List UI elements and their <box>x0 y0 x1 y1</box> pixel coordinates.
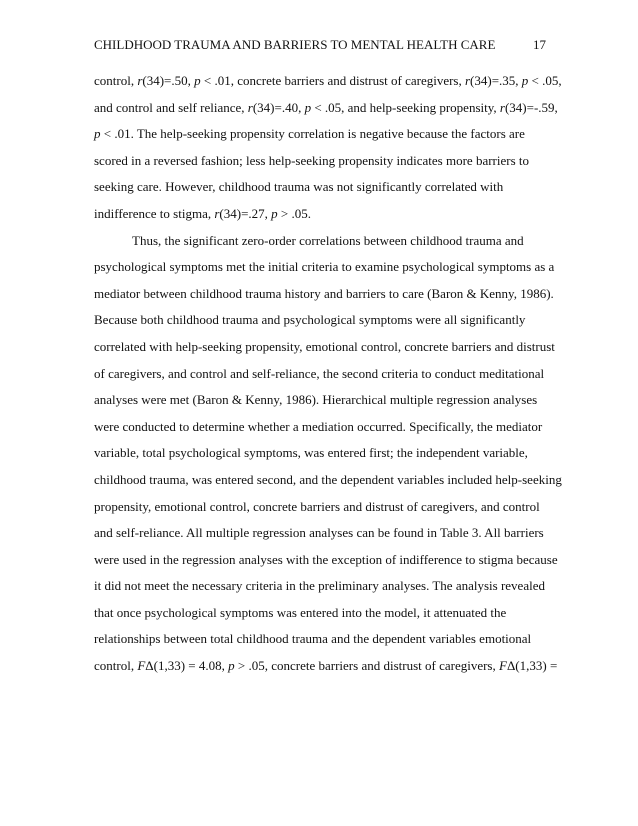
text-line: psychological symptoms met the initial criteria to examine psychological symptoms as a <box>94 259 555 275</box>
text-line: propensity, emotional control, concrete barriers and distrust of caregivers, and control <box>94 498 540 514</box>
running-head-title: CHILDHOOD TRAUMA AND BARRIERS TO MENTAL HEALTH CARE <box>94 37 496 52</box>
text-line: mediator between childhood trauma history and barriers to care (Baron & Kenny, 1986). <box>94 285 554 301</box>
text-line: Because both childhood trauma and psychological symptoms were all significantly <box>94 312 526 328</box>
page-number: 17 <box>533 37 546 52</box>
text-line: Thus, the significant zero-order correlations between childhood trauma and <box>132 232 524 248</box>
text-line: control, FΔ(1,33) = 4.08, p > .05, concrete barriers and distrust of caregivers, FΔ(1,33) = <box>94 658 558 674</box>
text-line: p < .01. The help-seeking propensity correlation is negative because the factors are <box>94 126 525 142</box>
text-line: of caregivers, and control and self-reliance, the second criteria to conduct meditational <box>94 365 545 381</box>
body-text <box>94 72 562 684</box>
running-head <box>94 36 546 54</box>
text-line: variable, total psychological symptoms, was entered first; the independent variable, <box>94 445 528 461</box>
text-line: indifference to stigma, r(34)=.27, p > .05. <box>94 205 311 221</box>
text-line: analyses were met (Baron & Kenny, 1986). Hierarchical multiple regression analyses <box>94 392 538 408</box>
text-line: that once psychological symptoms was entered into the model, it attenuated the <box>94 604 507 620</box>
text-line: childhood trauma, was entered second, and the dependent variables included help-seeking <box>94 471 562 487</box>
text-line: and self-reliance. All multiple regression analyses can be found in Table 3. All barriers <box>94 525 544 541</box>
text-line: correlated with help-seeking propensity, emotional control, concrete barriers and distrust <box>94 338 555 354</box>
text-line: scored in a reversed fashion; less help-seeking propensity indicates more barriers to <box>94 152 529 168</box>
text-line: and control and self reliance, r(34)=.40, p < .05, and help-seeking propensity, r(34)=-.59, <box>94 99 558 115</box>
text-line: it did not meet the necessary criteria in the preliminary analyses. The analysis revealed <box>94 578 545 594</box>
text-line: were conducted to determine whether a mediation occurred. Specifically, the mediator <box>94 418 543 434</box>
text-line: were used in the regression analyses with the exception of indifference to stigma because <box>94 551 558 567</box>
text-line: relationships between total childhood trauma and the dependent variables emotional <box>94 631 532 647</box>
text-line: control, r(34)=.50, p < .01, concrete barriers and distrust of caregivers, r(34)=.35, p < .05, <box>94 73 562 88</box>
text-line: seeking care. However, childhood trauma was not significantly correlated with <box>94 179 504 195</box>
